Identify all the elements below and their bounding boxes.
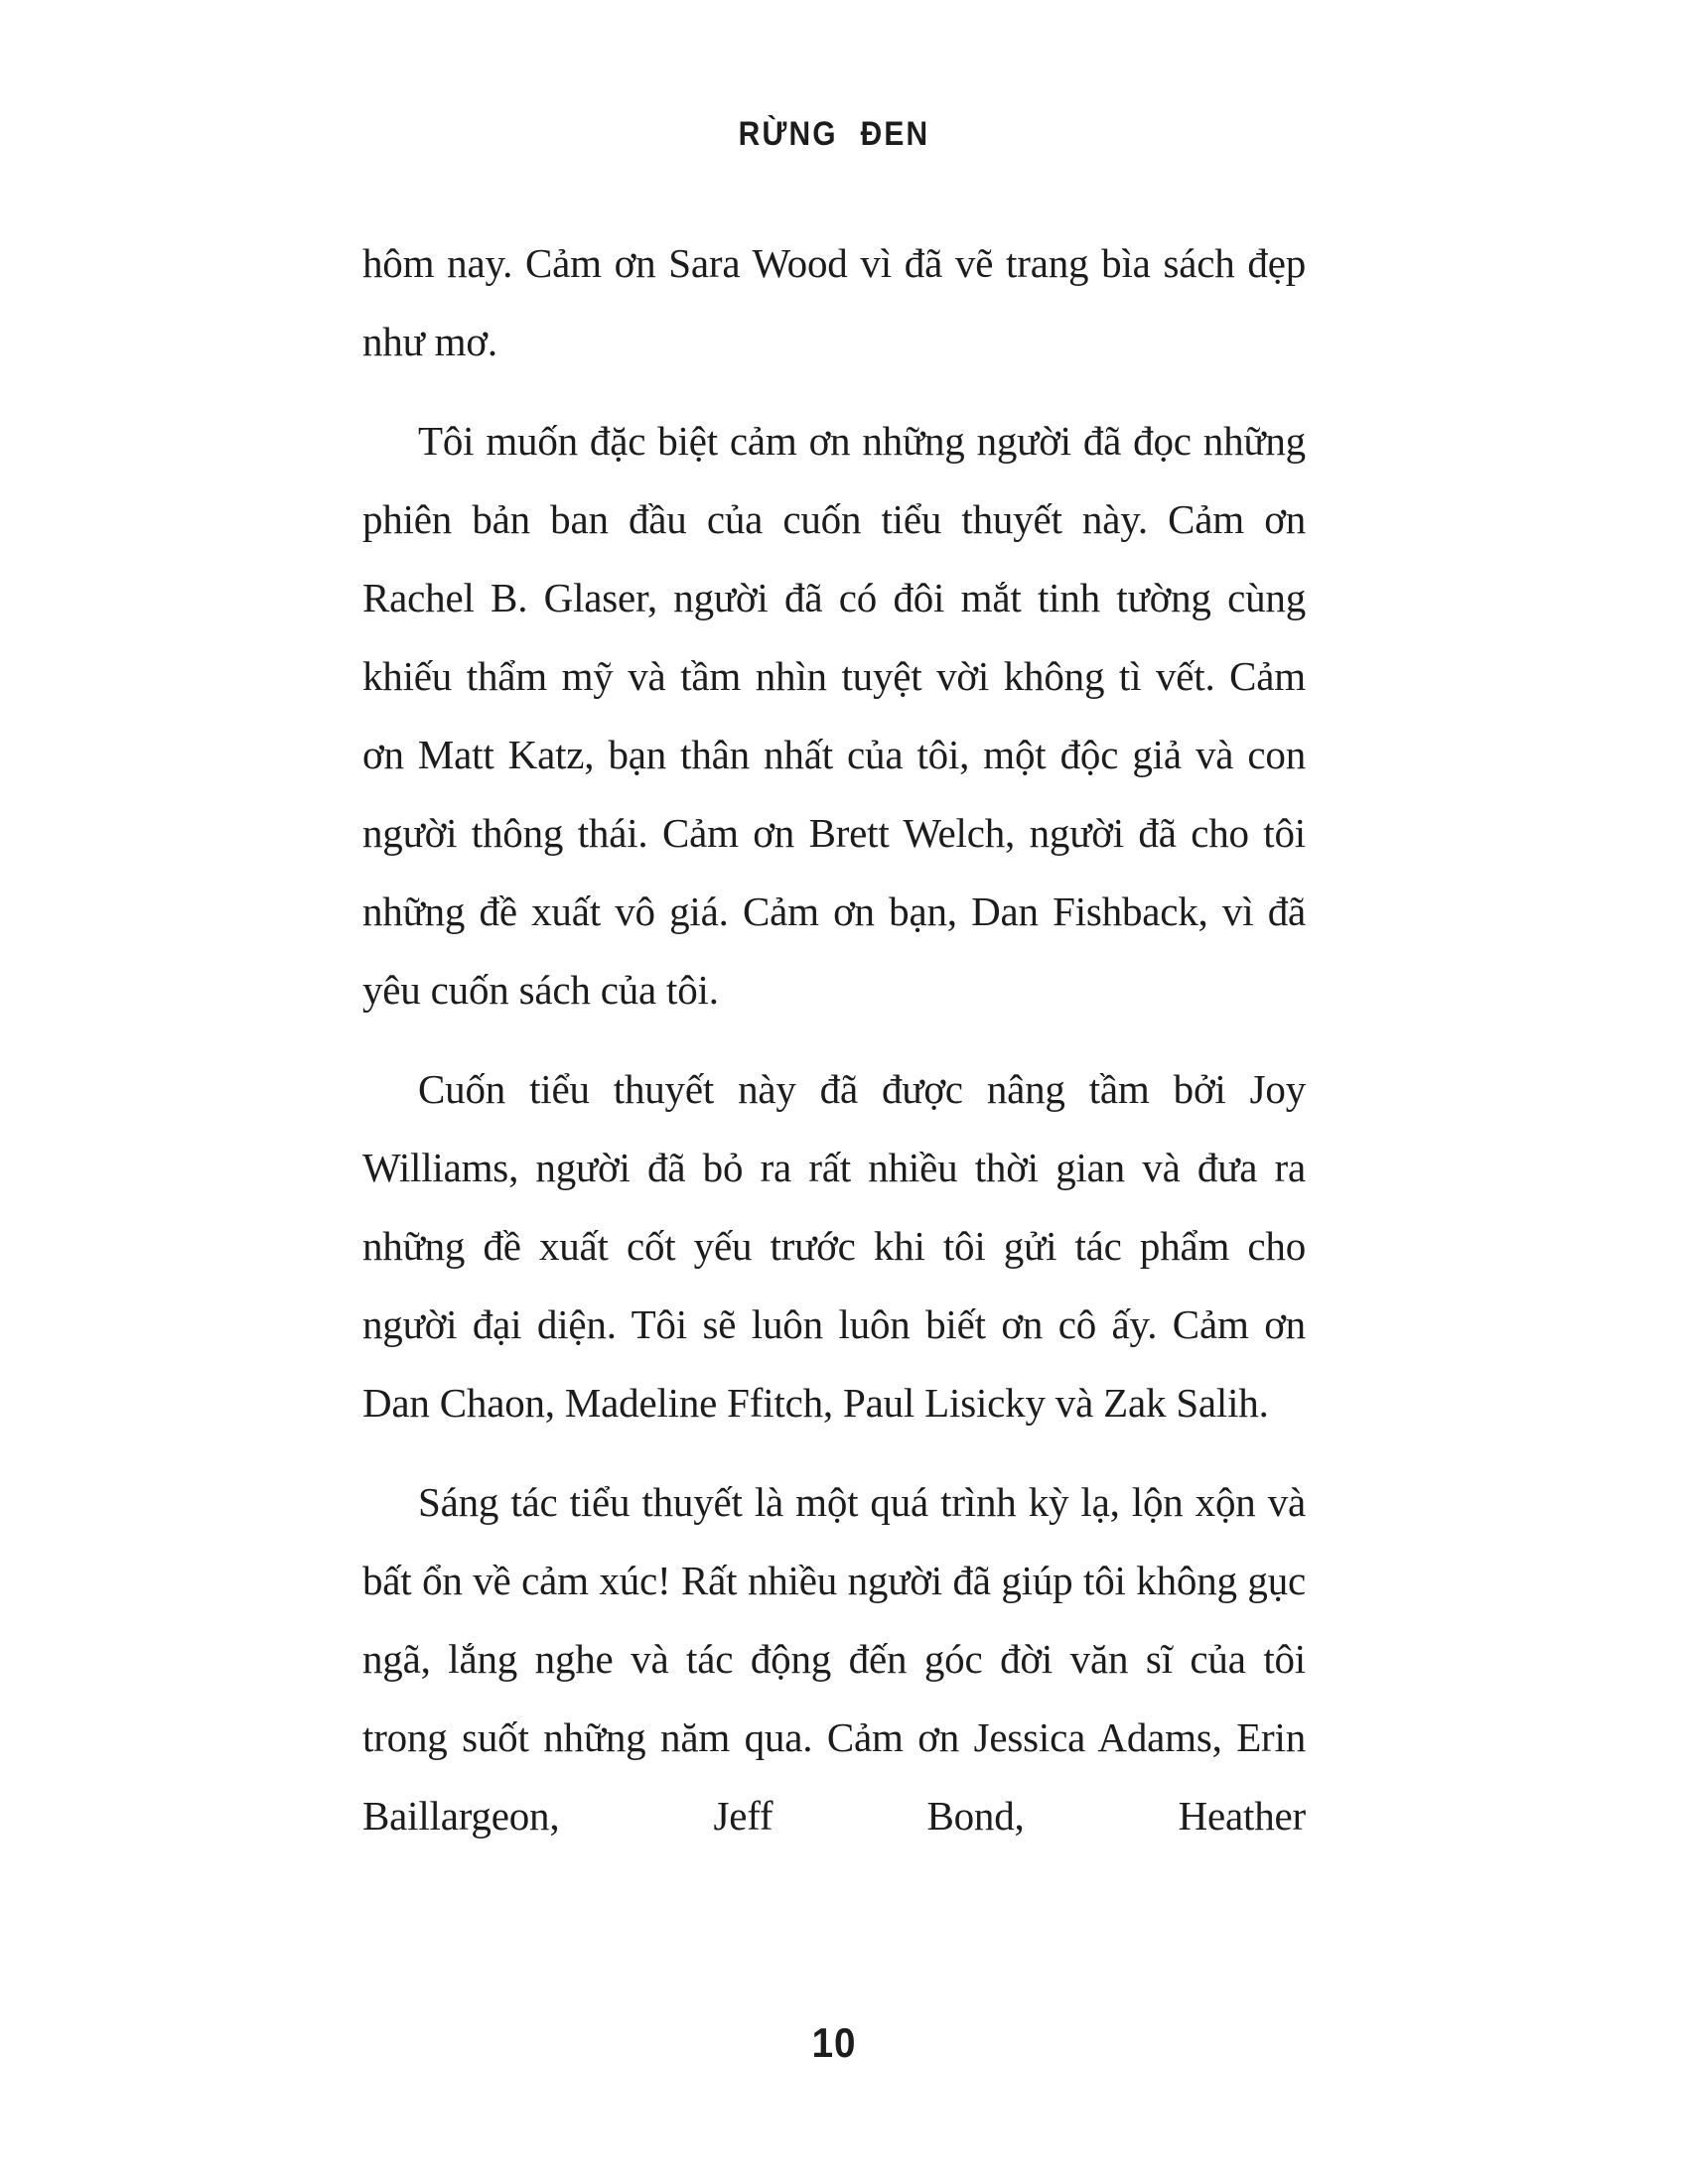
running-header: RỪNG ĐEN [738,115,930,153]
body-text [362,224,1306,1855]
paragraph: hôm nay. Cảm ơn Sara Wood vì đã vẽ trang bìa sách đẹp như mơ. [362,240,1306,364]
paragraph: Tôi muốn đặc biệt cảm ơn những người đã đọc những phiên bản ban đầu của cuốn tiểu thuyết này. Cảm ơn Rachel B. Glaser, người đã có đôi mắt tinh tường cùng khiếu thẩm mỹ và tầm nhìn tuyệt vời không tì vết. Cảm ơn Matt Katz, bạn thân nhất của tôi, một độc giả và con người thông thái. Cảm ơn Brett Welch, người đã cho tôi những đề xuất vô giá. Cảm ơn bạn, Dan Fishback, vì đã yêu cuốn sách của tôi. [362,418,1306,1013]
paragraph: Cuốn tiểu thuyết này đã được nâng tầm bởi Joy Williams, người đã bỏ ra rất nhiều thời gian và đưa ra những đề xuất cốt yếu trước khi tôi gửi tác phẩm cho người đại diện. Tôi sẽ luôn luôn biết ơn cô ấy. Cảm ơn Dan Chaon, Madeline Ffitch, Paul Lisicky và Zak Salih. [362,1066,1306,1426]
page-number: 10 [811,2019,857,2066]
paragraph: Sáng tác tiểu thuyết là một quá trình kỳ lạ, lộn xộn và bất ổn về cảm xúc! Rất nhiều người đã giúp tôi không gục ngã, lắng nghe và tác động đến góc đời văn sĩ của tôi trong suốt những năm qua. Cảm ơn Jessica Adams, Erin Baillargeon, Jeff Bond, Heather [362,1479,1306,1839]
